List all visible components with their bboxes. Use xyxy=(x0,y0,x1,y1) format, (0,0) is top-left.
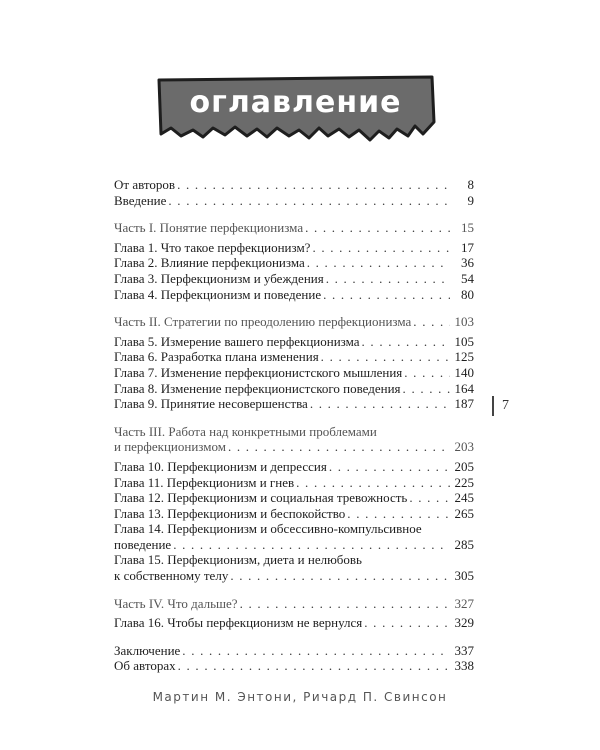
entry-page: 205 xyxy=(454,458,474,474)
entry-title: Глава 3. Перфекционизм и убеждения xyxy=(114,270,324,286)
part-page: 103 xyxy=(454,314,474,330)
entry-title: Глава 9. Принятие несовершенства xyxy=(114,396,308,412)
entry-page: 9 xyxy=(467,192,474,208)
entry-title: Глава 1. Что такое перфекционизм? xyxy=(114,239,311,255)
toc-entry[interactable] xyxy=(114,475,474,491)
entry-title: Глава 5. Измерение вашего перфекционизма xyxy=(114,333,360,349)
entry-title: Глава 6. Разработка плана изменения xyxy=(114,349,319,365)
entry-title: Глава 10. Перфекционизм и депрессия xyxy=(114,458,327,474)
leader-dots xyxy=(178,658,450,674)
page-number: 7 xyxy=(492,396,509,416)
toc-entry[interactable] xyxy=(114,365,474,381)
part-title: Часть I. Понятие перфекционизма xyxy=(114,220,304,236)
entry-page: 245 xyxy=(454,490,474,506)
leader-dots xyxy=(230,568,450,584)
leader-dots xyxy=(305,220,450,236)
part-title: Часть III. Работа над конкретными проблемами xyxy=(114,423,377,439)
toc-entry[interactable] xyxy=(114,334,474,350)
leader-dots xyxy=(296,475,450,491)
toc-entry[interactable] xyxy=(114,643,474,659)
entry-title: Глава 7. Изменение перфекционистского мышления xyxy=(114,364,403,380)
part-page: 203 xyxy=(454,439,474,455)
toc-entry-line[interactable] xyxy=(114,521,474,537)
toc-entry[interactable] xyxy=(114,396,474,412)
entry-title: Глава 15. Перфекционизм, диета и нелюбовь xyxy=(114,552,362,568)
entry-page: 337 xyxy=(454,642,474,658)
part-title: Часть IV. Что дальше? xyxy=(114,595,238,611)
toc-entry[interactable] xyxy=(114,490,474,506)
entry-title: От авторов xyxy=(114,177,176,192)
toc-entry[interactable] xyxy=(114,658,474,674)
entry-page: 225 xyxy=(454,474,474,490)
entry-title: Глава 12. Перфекционизм и социальная тревожность xyxy=(114,490,408,506)
entry-page: 36 xyxy=(461,255,474,271)
entry-title: Глава 8. Изменение перфекционистского поведения xyxy=(114,380,401,396)
leader-dots xyxy=(404,365,450,381)
leader-dots xyxy=(413,314,450,330)
leader-dots xyxy=(329,459,450,475)
toc-heading: оглавление xyxy=(189,85,402,120)
toc-part[interactable] xyxy=(114,439,474,455)
entry-page: 329 xyxy=(454,615,474,631)
toc-entry[interactable] xyxy=(114,349,474,365)
toc-entry[interactable] xyxy=(114,193,474,209)
entry-title: Глава 4. Перфекционизм и поведение xyxy=(114,286,322,302)
toc-part-line[interactable] xyxy=(114,424,474,440)
toc-entry[interactable] xyxy=(114,568,474,584)
entry-page: 54 xyxy=(461,270,474,286)
leader-dots xyxy=(177,177,450,193)
entry-page: 140 xyxy=(454,364,474,380)
part-title: Часть II. Стратегии по преодолению перфекционизма xyxy=(114,314,412,330)
table-of-contents xyxy=(114,177,474,674)
footer-authors: Мартин М. Энтони, Ричард П. Свинсон xyxy=(152,690,448,704)
toc-part[interactable] xyxy=(114,220,474,236)
toc-entry[interactable] xyxy=(114,506,474,522)
leader-dots xyxy=(310,396,450,412)
entry-page: 8 xyxy=(467,177,474,192)
entry-title: Глава 2. Влияние перфекционизма xyxy=(114,255,305,271)
leader-dots xyxy=(323,287,450,303)
toc-entry[interactable] xyxy=(114,287,474,303)
toc-entry[interactable] xyxy=(114,381,474,397)
entry-title: поведение xyxy=(114,536,172,552)
entry-title: к собственному телу xyxy=(114,568,229,584)
leader-dots xyxy=(347,506,450,522)
leader-dots xyxy=(312,240,450,256)
toc-entry[interactable] xyxy=(114,615,474,631)
entry-title: Заключение xyxy=(114,642,181,658)
toc-entry[interactable] xyxy=(114,271,474,287)
entry-page: 17 xyxy=(461,239,474,255)
leader-dots xyxy=(173,537,450,553)
toc-part[interactable] xyxy=(114,314,474,330)
toc-entry-line[interactable] xyxy=(114,552,474,568)
leader-dots xyxy=(362,334,450,350)
entry-title: Глава 16. Чтобы перфекционизм не вернулся xyxy=(114,615,363,631)
entry-page: 338 xyxy=(454,658,474,674)
entry-title: Глава 13. Перфекционизм и беспокойство xyxy=(114,505,346,521)
entry-page: 285 xyxy=(454,536,474,552)
leader-dots xyxy=(409,490,450,506)
leader-dots xyxy=(326,271,450,287)
leader-dots xyxy=(321,349,450,365)
part-page: 327 xyxy=(454,595,474,611)
entry-page: 105 xyxy=(454,333,474,349)
toc-entry[interactable] xyxy=(114,177,474,193)
part-page: 15 xyxy=(461,220,474,236)
toc-entry[interactable] xyxy=(114,459,474,475)
entry-page: 265 xyxy=(454,505,474,521)
entry-page: 125 xyxy=(454,349,474,365)
entry-title: Глава 11. Перфекционизм и гнев xyxy=(114,474,295,490)
leader-dots xyxy=(403,381,450,397)
part-title: и перфекционизмом xyxy=(114,439,226,455)
entry-title: Введение xyxy=(114,192,167,208)
toc-entry[interactable] xyxy=(114,240,474,256)
leader-dots xyxy=(307,255,450,271)
leader-dots xyxy=(182,643,450,659)
entry-title: Об авторах xyxy=(114,658,176,674)
chapter-banner xyxy=(153,74,438,154)
entry-page: 164 xyxy=(454,380,474,396)
toc-entry[interactable] xyxy=(114,537,474,553)
toc-entry[interactable] xyxy=(114,255,474,271)
leader-dots xyxy=(228,439,450,455)
toc-part[interactable] xyxy=(114,596,474,612)
entry-page: 305 xyxy=(454,568,474,584)
entry-title: Глава 14. Перфекционизм и обсессивно-компульсивное xyxy=(114,521,422,537)
entry-page: 80 xyxy=(461,286,474,302)
leader-dots xyxy=(364,615,450,631)
leader-dots xyxy=(240,596,450,612)
leader-dots xyxy=(168,193,450,209)
entry-page: 187 xyxy=(454,396,474,412)
